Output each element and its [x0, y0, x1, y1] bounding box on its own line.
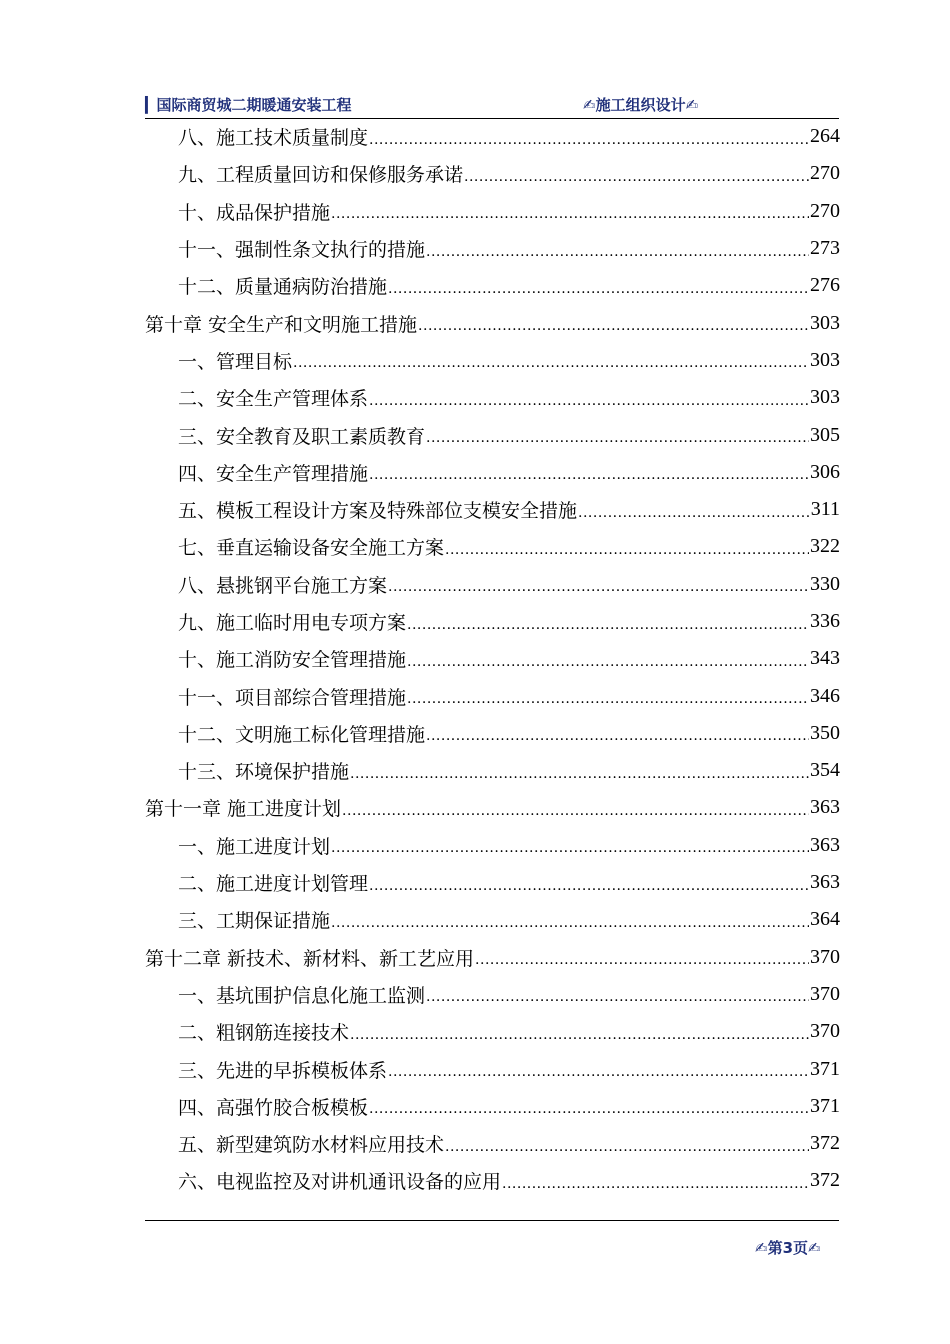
- toc-section-entry[interactable]: [145, 827, 840, 864]
- toc-dot-leader: [342, 798, 809, 818]
- toc-entry-page-number: 270: [810, 162, 840, 185]
- toc-entry-page-number: 371: [810, 1094, 840, 1117]
- toc-entry-title: 十、成品保护措施: [178, 201, 331, 224]
- toc-section-entry[interactable]: [145, 342, 840, 379]
- toc-section-entry[interactable]: [145, 1088, 840, 1125]
- toc-dot-leader: [407, 649, 809, 669]
- toc-dot-leader: [475, 947, 809, 967]
- toc-entry-title: 十二、文明施工标化管理措施: [178, 723, 426, 746]
- toc-entry-title: 一、基坑围护信息化施工监测: [178, 984, 426, 1007]
- toc-entry-title: 五、模板工程设计方案及特殊部位支模安全措施: [178, 500, 578, 523]
- page-header: [145, 92, 839, 119]
- toc-section-entry[interactable]: [145, 603, 840, 640]
- toc-dot-leader: [369, 127, 809, 147]
- toc-dot-leader: [331, 910, 809, 930]
- toc-section-entry[interactable]: [145, 1162, 840, 1199]
- toc-entry-title: 二、安全生产管理体系: [178, 388, 369, 411]
- toc-entry-page-number: 372: [810, 1169, 840, 1192]
- toc-section-entry[interactable]: [145, 155, 840, 192]
- toc-entry-title: 五、新型建筑防水材料应用技术: [178, 1134, 445, 1157]
- toc-entry-title: 九、施工临时用电专项方案: [178, 612, 407, 634]
- toc-dot-leader: [369, 873, 809, 893]
- toc-section-entry[interactable]: [145, 976, 840, 1013]
- toc-dot-leader: [369, 462, 809, 482]
- toc-section-entry[interactable]: [145, 1050, 840, 1087]
- toc-dot-leader: [369, 1096, 809, 1116]
- toc-section-entry[interactable]: [145, 677, 840, 714]
- toc-entry-page-number: 264: [810, 125, 840, 148]
- toc-entry-page-number: 363: [810, 833, 840, 856]
- toc-section-entry[interactable]: [145, 193, 840, 230]
- toc-dot-leader: [388, 1059, 809, 1079]
- toc-section-entry[interactable]: [145, 752, 840, 789]
- toc-entry-title: 八、施工技术质量制度: [178, 127, 369, 150]
- toc-entry-page-number: 372: [810, 1132, 840, 1155]
- toc-dot-leader: [331, 835, 809, 855]
- toc-entry-page-number: 343: [810, 647, 840, 670]
- toc-section-entry[interactable]: [145, 1013, 840, 1050]
- toc-entry-page-number: 305: [810, 423, 840, 446]
- toc-entry-page-number: 371: [810, 1057, 840, 1080]
- toc-dot-leader: [350, 761, 809, 781]
- toc-dot-leader: [426, 984, 809, 1004]
- toc-entry-title: 十二、质量通病防治措施: [178, 276, 388, 299]
- toc-entry-page-number: 363: [810, 871, 840, 894]
- toc-section-entry[interactable]: [145, 491, 840, 528]
- toc-dot-leader: [388, 574, 809, 594]
- toc-entry-title: 三、先进的早拆模板体系: [178, 1059, 388, 1082]
- toc-entry-title: 十一、项目部综合管理措施: [178, 686, 407, 709]
- toc-dot-leader: [464, 164, 809, 184]
- toc-entry-title: 六、电视监控及对讲机通讯设备的应用: [178, 1171, 502, 1194]
- toc-entry-page-number: 303: [810, 311, 840, 334]
- toc-entry-page-number: 270: [810, 199, 840, 222]
- toc-entry-title: 七、垂直运输设备安全施工方案: [178, 537, 445, 560]
- toc-entry-title: 四、安全生产管理措施: [178, 462, 369, 485]
- header-document-title: ✍施工组织设计✍: [583, 96, 699, 114]
- header-project-title: ▎国际商贸城二期暖通安装工程: [145, 96, 352, 114]
- toc-section-entry[interactable]: [145, 118, 840, 155]
- toc-entry-page-number: 276: [810, 274, 840, 297]
- toc-section-entry[interactable]: [145, 715, 840, 752]
- toc-entry-page-number: 303: [810, 348, 840, 371]
- toc-entry-title: 一、施工进度计划: [178, 835, 331, 858]
- toc-dot-leader: [369, 388, 809, 408]
- toc-entry-title: 一、管理目标: [178, 350, 293, 373]
- toc-section-entry[interactable]: [145, 1125, 840, 1162]
- toc-entry-title: 二、施工进度计划管理: [178, 873, 369, 896]
- toc-entry-title: 二、粗钢筋连接技术: [178, 1022, 350, 1045]
- toc-entry-page-number: 273: [810, 237, 840, 260]
- toc-entry-page-number: 306: [810, 460, 840, 483]
- toc-section-entry[interactable]: [145, 230, 840, 267]
- toc-section-entry[interactable]: [145, 864, 840, 901]
- footer-page-number: ✍第3页✍: [755, 1239, 821, 1257]
- toc-entry-title: 四、高强竹胶合板模板: [178, 1096, 369, 1119]
- toc-entry-page-number: 346: [810, 684, 840, 707]
- toc-entry-page-number: 364: [810, 908, 840, 931]
- toc-dot-leader: [331, 201, 809, 221]
- toc-chapter-entry[interactable]: [145, 304, 840, 341]
- toc-dot-leader: [293, 350, 809, 370]
- toc-section-entry[interactable]: [145, 416, 840, 453]
- toc-entry-page-number: 350: [810, 721, 840, 744]
- toc-entry-page-number: 363: [810, 796, 840, 819]
- toc-entry-page-number: 322: [810, 535, 840, 558]
- toc-section-entry[interactable]: [145, 454, 840, 491]
- toc-entry-page-number: 370: [810, 1020, 840, 1043]
- toc-dot-leader: [578, 500, 810, 520]
- toc-entry-page-number: 311: [810, 498, 840, 521]
- footer-divider: [145, 1220, 839, 1221]
- toc-section-entry[interactable]: [145, 528, 840, 565]
- toc-dot-leader: [445, 1134, 809, 1154]
- toc-entry-title: 第十一章 施工进度计划: [145, 798, 342, 821]
- toc-entry-page-number: 354: [810, 759, 840, 782]
- toc-dot-leader: [502, 1171, 809, 1191]
- toc-entry-page-number: 303: [810, 386, 840, 409]
- toc-entry-title: 十三、环境保护措施: [178, 761, 350, 784]
- toc-section-entry[interactable]: [145, 267, 840, 304]
- toc-entry-title: 十一、强制性条文执行的措施: [178, 239, 426, 262]
- toc-entry-page-number: 330: [810, 572, 840, 595]
- toc-dot-leader: [445, 537, 809, 557]
- toc-entry-title: 第十章 安全生产和文明施工措施: [145, 313, 418, 336]
- toc-dot-leader: [426, 723, 809, 743]
- toc-entry-page-number: 370: [810, 982, 840, 1005]
- toc-entry-page-number: 370: [810, 945, 840, 968]
- toc-section-entry[interactable]: [145, 379, 840, 416]
- toc-entry-title: 第十二章 新技术、新材料、新工艺应用: [145, 947, 475, 970]
- toc-section-entry[interactable]: [145, 640, 840, 677]
- toc-dot-leader: [407, 686, 809, 706]
- toc-dot-leader: [426, 425, 809, 445]
- toc-entry-title: 三、工期保证措施: [178, 910, 331, 933]
- table-of-contents: [145, 118, 840, 1200]
- toc-section-entry[interactable]: [145, 901, 840, 938]
- toc-dot-leader: [418, 313, 809, 333]
- toc-entry-title: 十、施工消防安全管理措施: [178, 649, 407, 672]
- toc-dot-leader: [350, 1022, 809, 1042]
- toc-dot-leader: [388, 276, 809, 296]
- toc-chapter-entry[interactable]: [145, 789, 840, 826]
- toc-entry-title: 九、工程质量回访和保修服务承诺: [178, 164, 464, 187]
- toc-dot-leader: [426, 239, 809, 259]
- toc-entry-title: 三、安全教育及职工素质教育: [178, 425, 426, 448]
- toc-entry-title: 八、悬挑钢平台施工方案: [178, 574, 388, 597]
- toc-section-entry[interactable]: [145, 566, 840, 603]
- toc-entry-page-number: 336: [810, 610, 840, 632]
- toc-dot-leader: [407, 612, 809, 632]
- toc-chapter-entry[interactable]: [145, 939, 840, 976]
